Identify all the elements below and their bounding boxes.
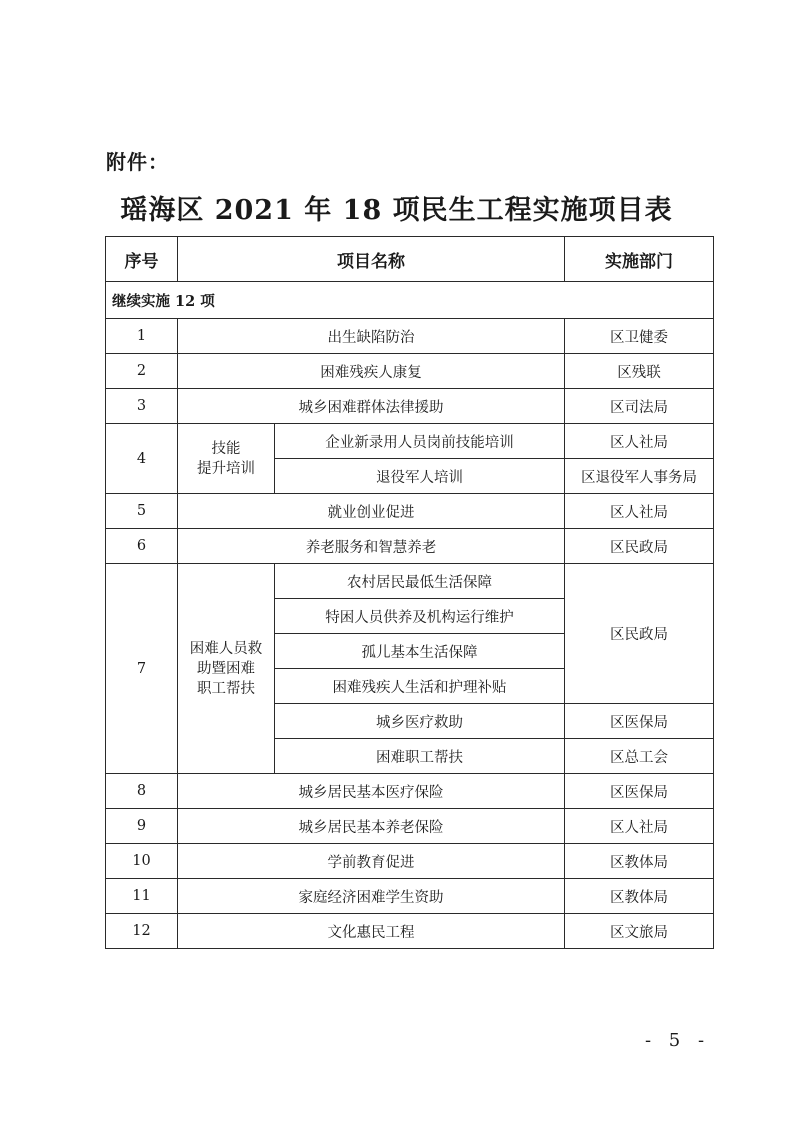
- table-row: [106, 774, 714, 809]
- row-sub-name: 困难职工帮扶: [275, 739, 565, 774]
- table-header-row: [106, 237, 714, 282]
- row-name: 困难残疾人康复: [178, 354, 565, 389]
- row-dept: 区教体局: [565, 844, 714, 879]
- row-sub-name: 企业新录用人员岗前技能培训: [275, 424, 565, 459]
- header-no: 序号: [106, 237, 178, 282]
- row-dept: 区司法局: [565, 389, 714, 424]
- row-no: 7: [106, 564, 178, 774]
- row-dept: 区退役军人事务局: [565, 459, 714, 494]
- row-dept: 区教体局: [565, 879, 714, 914]
- table-row: [106, 389, 714, 424]
- row-dept: 区医保局: [565, 704, 714, 739]
- table-row: [106, 354, 714, 389]
- row-dept: 区民政局: [565, 564, 714, 704]
- project-table: [105, 236, 714, 949]
- table-row: [106, 564, 714, 599]
- table-row: [106, 809, 714, 844]
- row-no: 4: [106, 424, 178, 494]
- row-name: 养老服务和智慧养老: [178, 529, 565, 564]
- row-sub-name: 孤儿基本生活保障: [275, 634, 565, 669]
- row-name: 城乡居民基本养老保险: [178, 809, 565, 844]
- row-sub-name: 退役军人培训: [275, 459, 565, 494]
- row-sub-name: 困难残疾人生活和护理补贴: [275, 669, 565, 704]
- row-name: 家庭经济困难学生资助: [178, 879, 565, 914]
- row-dept: 区总工会: [565, 739, 714, 774]
- row-name: 城乡居民基本医疗保险: [178, 774, 565, 809]
- row-no: 10: [106, 844, 178, 879]
- row-dept: 区医保局: [565, 774, 714, 809]
- row-no: 2: [106, 354, 178, 389]
- row-sub-name: 特困人员供养及机构运行维护: [275, 599, 565, 634]
- row-dept: 区人社局: [565, 494, 714, 529]
- attachment-label: 附件：: [106, 150, 169, 174]
- section-row: [106, 282, 714, 319]
- section-label: 继续实施 12 项: [106, 282, 714, 319]
- table-row: [106, 914, 714, 949]
- row-dept: 区人社局: [565, 809, 714, 844]
- table-row: [106, 494, 714, 529]
- row-sub-name: 城乡医疗救助: [275, 704, 565, 739]
- row-name: 学前教育促进: [178, 844, 565, 879]
- table-row: [106, 529, 714, 564]
- row-no: 8: [106, 774, 178, 809]
- row-dept: 区卫健委: [565, 319, 714, 354]
- row-group: 技能 提升培训: [178, 424, 275, 494]
- row-dept: 区文旅局: [565, 914, 714, 949]
- row-no: 3: [106, 389, 178, 424]
- document-title: 瑶海区 2021 年 18 项民生工程实施项目表: [120, 195, 673, 226]
- row-no: 12: [106, 914, 178, 949]
- row-no: 11: [106, 879, 178, 914]
- table-row: [106, 844, 714, 879]
- table-row: [106, 319, 714, 354]
- row-no: 5: [106, 494, 178, 529]
- page-number: - 5 -: [645, 1030, 711, 1051]
- row-name: 出生缺陷防治: [178, 319, 565, 354]
- row-group: 困难人员救 助暨困难 职工帮扶: [178, 564, 275, 774]
- row-no: 1: [106, 319, 178, 354]
- row-name: 文化惠民工程: [178, 914, 565, 949]
- header-name: 项目名称: [178, 237, 565, 282]
- row-dept: 区民政局: [565, 529, 714, 564]
- table-row: [106, 424, 714, 459]
- row-sub-name: 农村居民最低生活保障: [275, 564, 565, 599]
- table-row: [106, 879, 714, 914]
- row-dept: 区残联: [565, 354, 714, 389]
- row-no: 6: [106, 529, 178, 564]
- row-name: 就业创业促进: [178, 494, 565, 529]
- row-no: 9: [106, 809, 178, 844]
- header-dept: 实施部门: [565, 237, 714, 282]
- row-dept: 区人社局: [565, 424, 714, 459]
- row-name: 城乡困难群体法律援助: [178, 389, 565, 424]
